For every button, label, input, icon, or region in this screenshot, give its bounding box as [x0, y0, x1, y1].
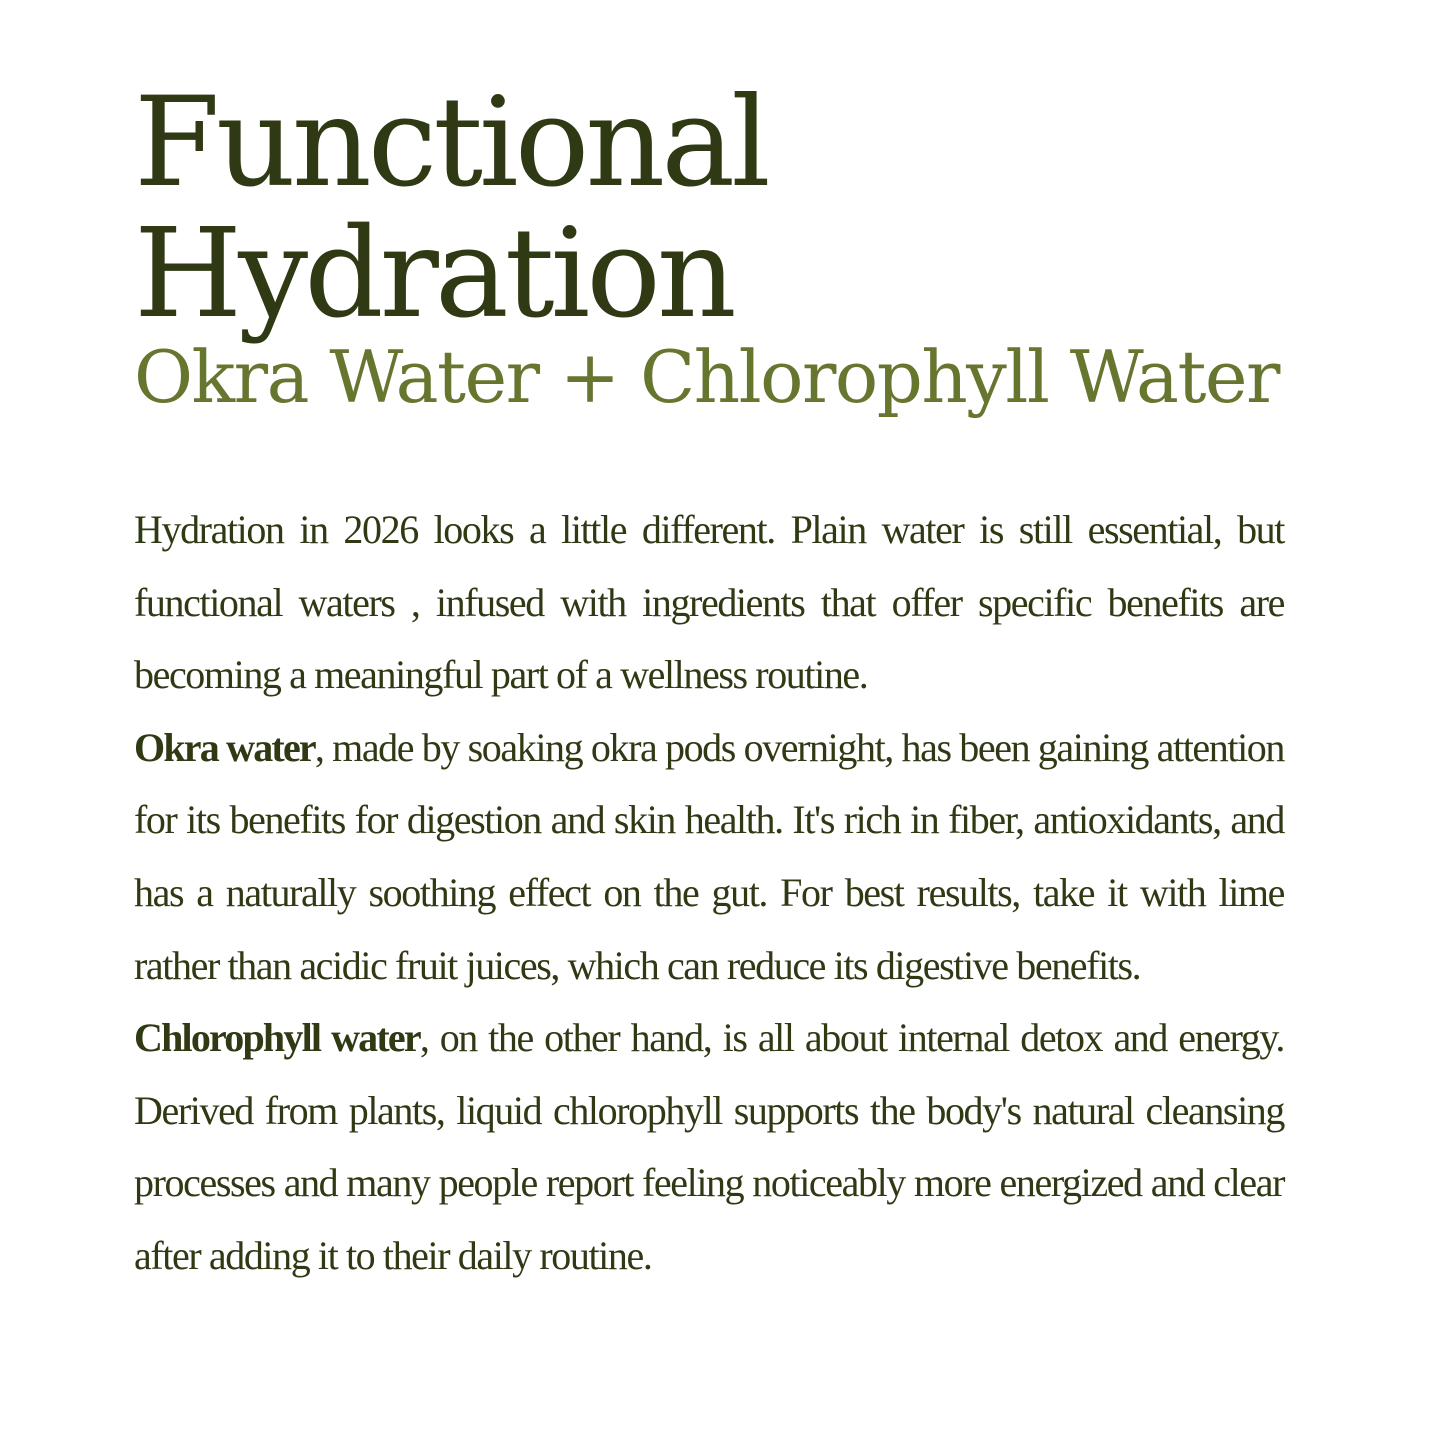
title-line-2: Hydration: [134, 202, 733, 346]
okra-paragraph: [134, 712, 1284, 1002]
page-subtitle: Okra Water + Chlorophyll Water: [134, 335, 1279, 419]
okra-text: , made by soaking okra pods overnight, has been gaining attention for its benefits for digestion and skin health. It's rich in fiber, antioxidants, and has a naturally soothing effect on the gut. For best results, take it with lime rather than acidic fruit juices, which can reduce its digestive benefits.: [134, 724, 1284, 988]
chlorophyll-term: Chlorophyll water: [134, 1015, 420, 1061]
page-title: [134, 71, 767, 346]
okra-term: Okra water: [134, 724, 315, 770]
intro-paragraph: Hydration in 2026 looks a little different. Plain water is still essential, but functional waters , infused with ingredients that offer specific benefits are becoming a meaningful part of a wellness routine.: [134, 507, 1284, 698]
chlorophyll-text: , on the other hand, is all about internal detox and energy. Derived from plants, liquid chlorophyll supports the body's natural cleansing processes and many people report feeling noticeably more energized and clear after adding it to their daily routine.: [134, 1015, 1284, 1278]
article-body: [134, 494, 1284, 1293]
title-line-1: Functional: [134, 71, 767, 215]
chlorophyll-paragraph: [134, 1002, 1284, 1292]
